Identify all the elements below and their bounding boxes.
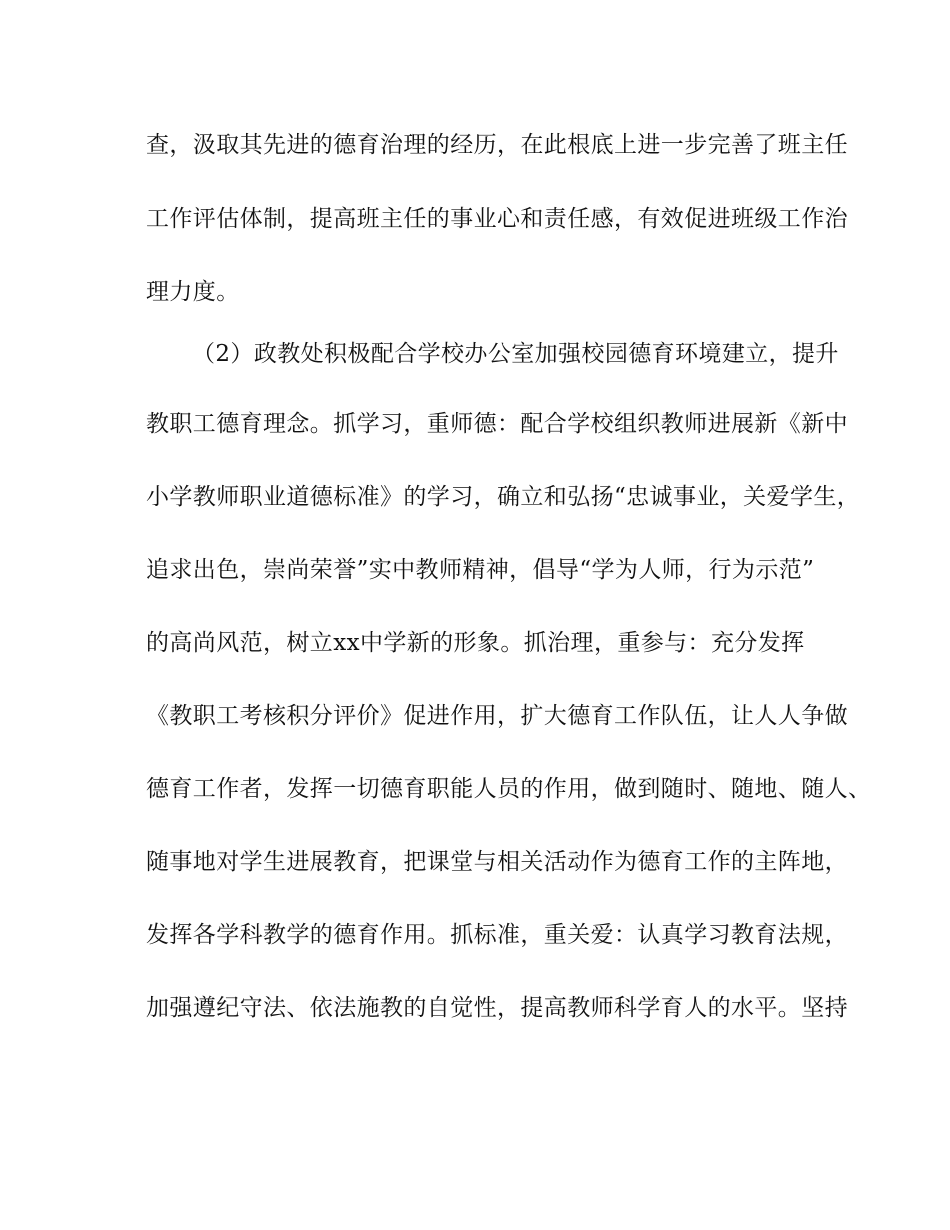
text-line-11: 随事地对学生进展教育，把课堂与相关活动作为德育工作的主阵地， (146, 849, 848, 875)
text-line-5: 教职工德育理念。抓学习，重师德：配合学校组织教师进展新《新中 (146, 411, 848, 437)
text-line-1: 查，汲取其先进的德育治理的经历，在此根底上进一步完善了班主任 (146, 132, 848, 158)
text-line-2: 工作评估体制，提高班主任的事业心和责任感，有效促进班级工作治 (146, 206, 848, 232)
text-line-13: 加强遵纪守法、依法施教的自觉性，提高教师科学育人的水平。坚持 (146, 995, 848, 1021)
text-line-8: 的高尚风范，树立xx中学新的形象。抓治理，重参与：充分发挥 (146, 630, 805, 656)
text-line-10: 德育工作者，发挥一切德育职能人员的作用，做到随时、随地、随人、 (146, 776, 872, 802)
text-line-4: （2）政教处积极配合学校办公室加强校园德育环境建立，提升 (192, 341, 839, 367)
text-line-7: 追求出色，崇尚荣誉”实中教师精神，倡导“学为人师，行为示范” (146, 557, 815, 583)
text-line-9: 《教职工考核积分评价》促进作用，扩大德育工作队伍，让人人争做 (146, 703, 848, 729)
text-line-3: 理力度。 (146, 279, 240, 305)
text-line-6: 小学教师职业道德标准》的学习，确立和弘扬“忠诚事业，关爱学生， (146, 484, 861, 510)
text-line-12: 发挥各学科教学的德育作用。抓标准，重关爱：认真学习教育法规， (146, 922, 848, 948)
